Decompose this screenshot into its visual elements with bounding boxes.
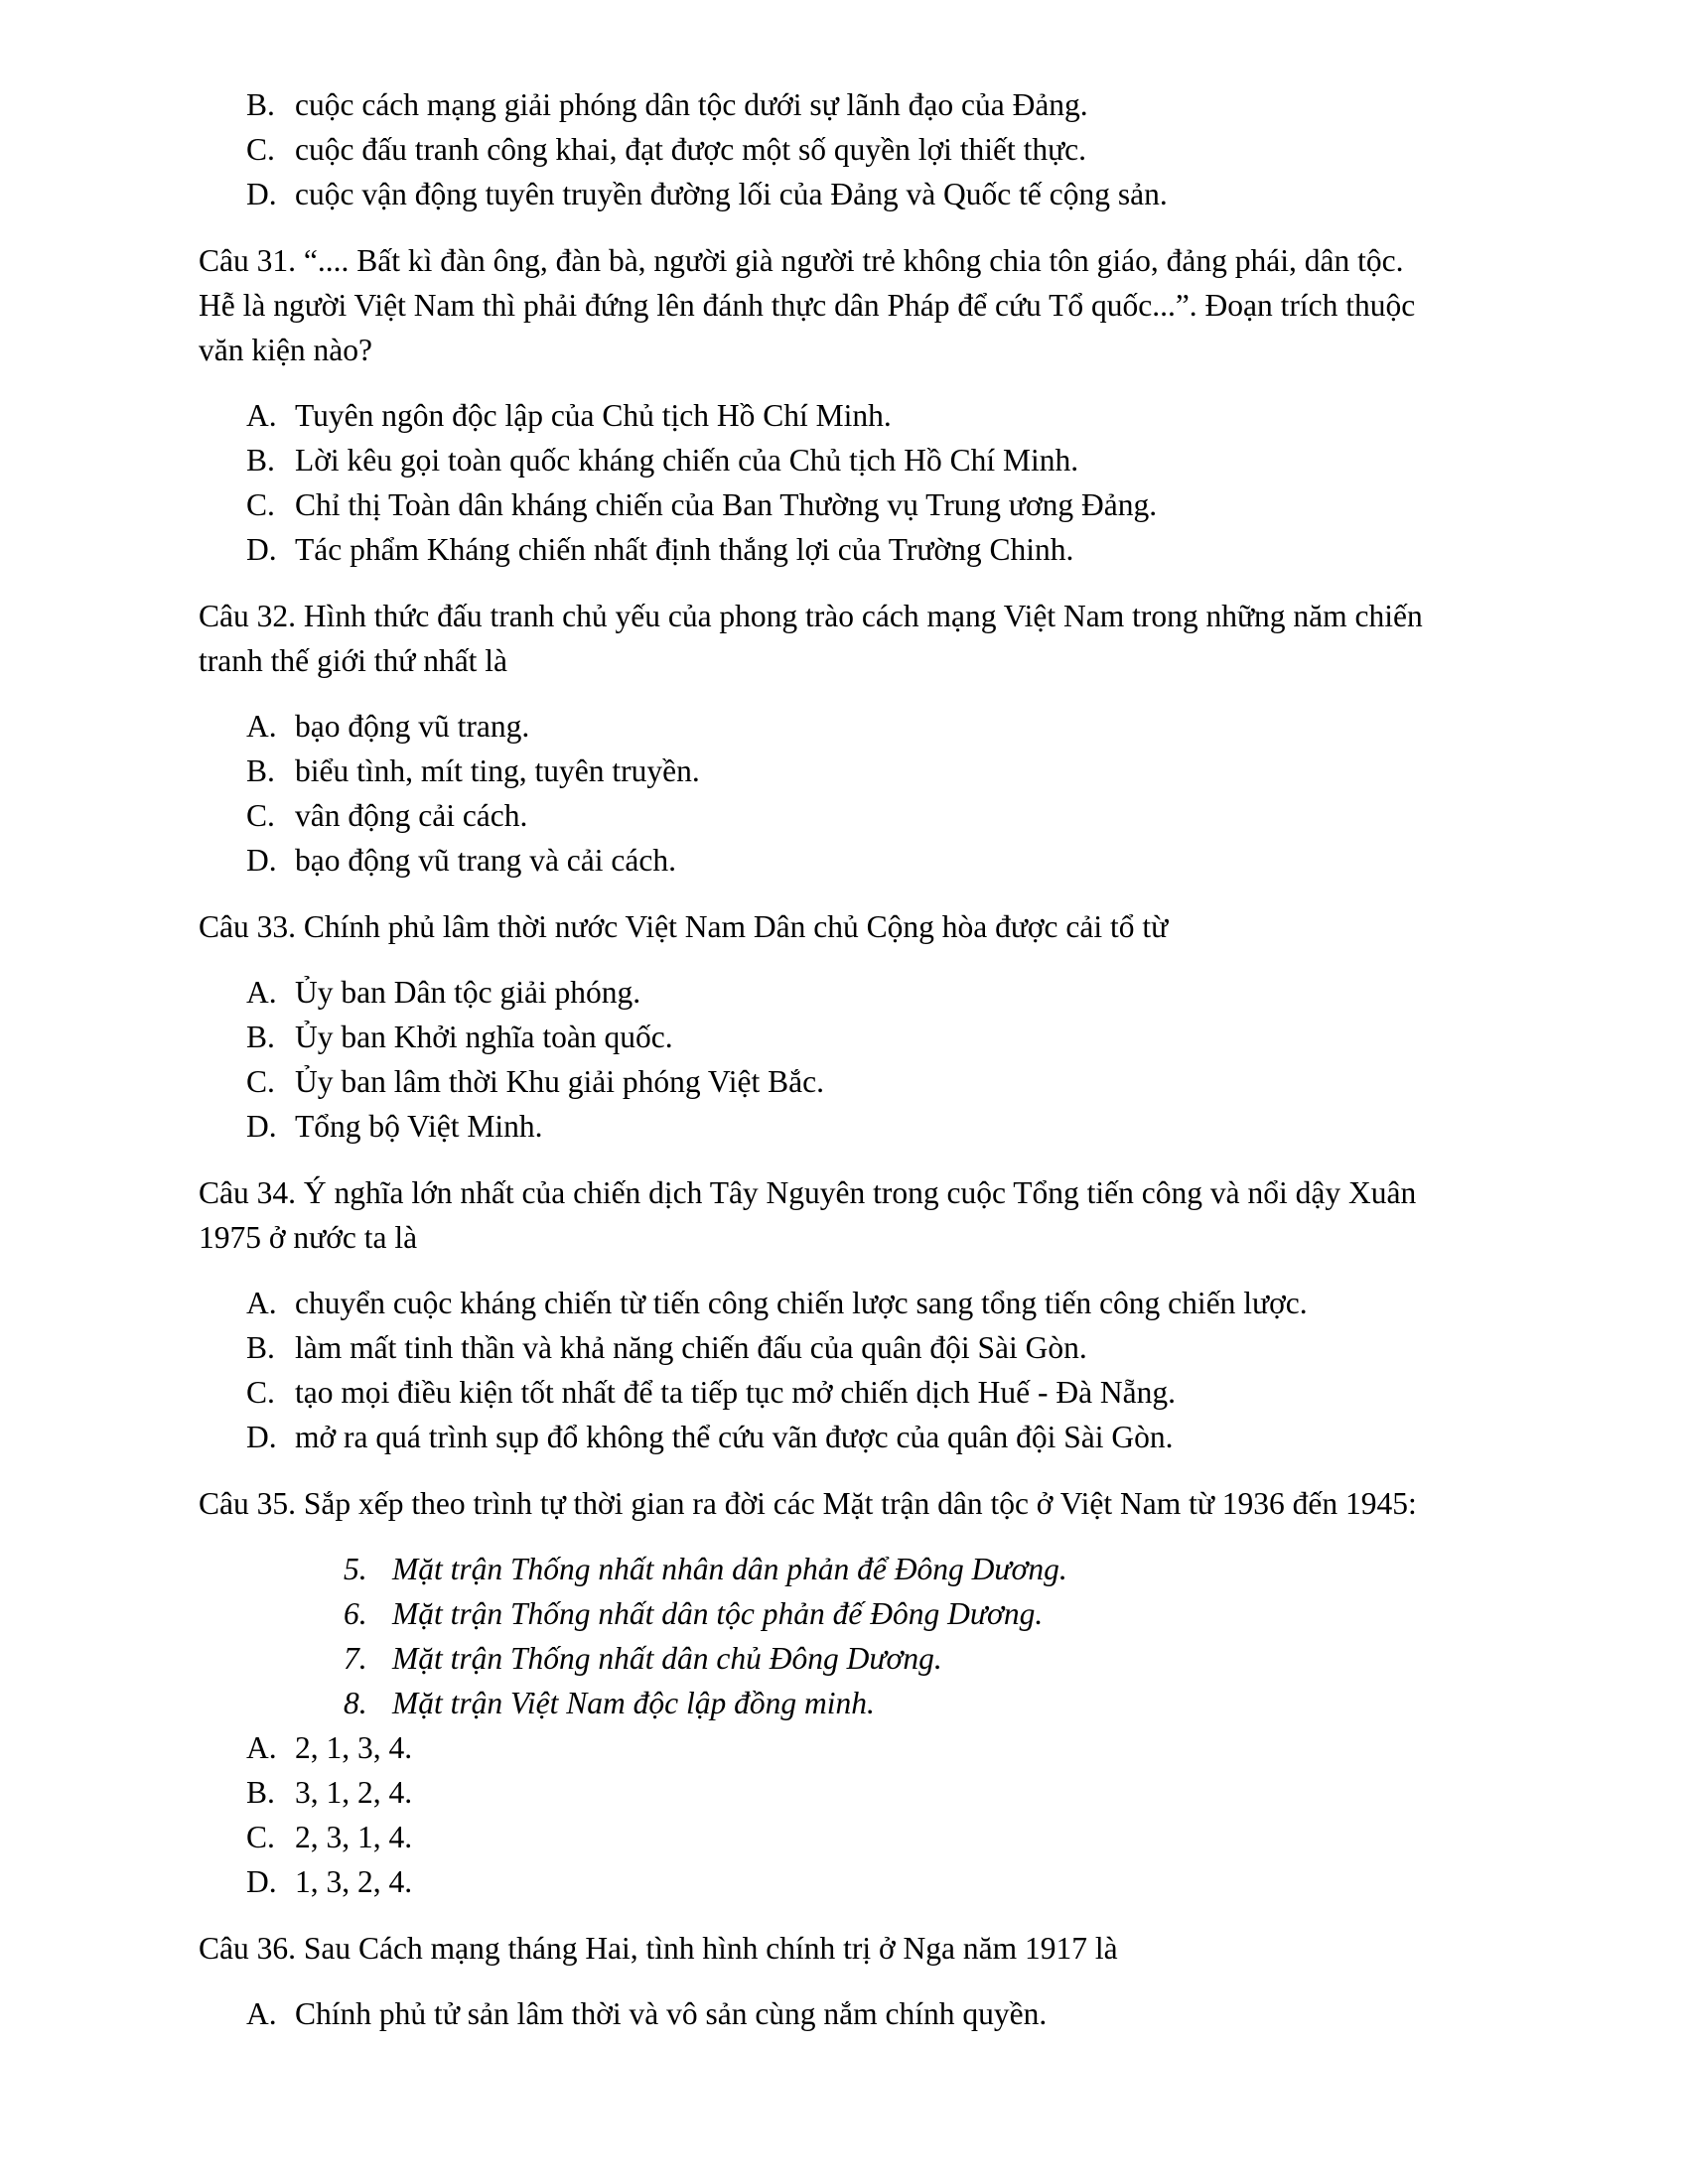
- q31-number: Câu 31.: [199, 243, 296, 278]
- q36-stem-line-1: Câu 36. Sau Cách mạng tháng Hai, tình hình chính trị ở Nga năm 1917 là: [199, 1931, 1118, 1966]
- q31-stem-line-3: văn kiện nào?: [199, 333, 372, 367]
- q31-option-b: B. Lời kêu gọi toàn quốc kháng chiến của Chủ tịch Hồ Chí Minh.: [246, 443, 1079, 478]
- q32-option-b: B. biểu tình, mít ting, tuyên truyền.: [246, 753, 700, 788]
- q34-option-d: D. mở ra quá trình sụp đổ không thể cứu vãn được của quân đội Sài Gòn.: [246, 1420, 1174, 1454]
- q31-option-d: D. Tác phẩm Kháng chiến nhất định thắng lợi của Trường Chinh.: [246, 532, 1074, 567]
- q35-option-a: A. 2, 1, 3, 4.: [246, 1730, 413, 1765]
- q33-option-d: D. Tổng bộ Việt Minh.: [246, 1109, 543, 1144]
- q36-option-a: A. Chính phủ tử sản lâm thời và vô sản cùng nắm chính quyền.: [246, 1996, 1048, 2031]
- q33-option-a: A. Ủy ban Dân tộc giải phóng.: [246, 975, 641, 1010]
- q33-option-b: B. Ủy ban Khởi nghĩa toàn quốc.: [246, 1020, 673, 1054]
- q32-option-c: C. vân động cải cách.: [246, 798, 528, 833]
- q34-option-b: B. làm mất tinh thần và khả năng chiến đấu của quân đội Sài Gòn.: [246, 1330, 1087, 1365]
- q35-item-6: 6. Mặt trận Thống nhất dân tộc phản đế Đông Dương.: [344, 1596, 1044, 1631]
- q32-option-a: A. bạo động vũ trang.: [246, 709, 530, 744]
- q30-option-d: D. cuộc vận động tuyên truyền đường lối của Đảng và Quốc tế cộng sản.: [246, 177, 1168, 211]
- q34-number: Câu 34.: [199, 1175, 296, 1210]
- q30-option-c: C. cuộc đấu tranh công khai, đạt được một số quyền lợi thiết thực.: [246, 132, 1087, 167]
- q35-stem-line-1: Câu 35. Sắp xếp theo trình tự thời gian ra đời các Mặt trận dân tộc ở Việt Nam từ 1936 đến 1945:: [199, 1486, 1417, 1521]
- q31-stem-line-2: Hễ là người Việt Nam thì phải đứng lên đánh thực dân Pháp để cứu Tổ quốc...”. Đoạn trích thuộc: [199, 288, 1416, 323]
- q34-option-a: A. chuyển cuộc kháng chiến từ tiến công chiến lược sang tổng tiến công chiến lược.: [246, 1286, 1308, 1320]
- q34-stem-line-1: Câu 34. Ý nghĩa lớn nhất của chiến dịch Tây Nguyên trong cuộc Tổng tiến công và nổi dậy Xuân: [199, 1175, 1417, 1210]
- q35-item-5: 5. Mặt trận Thống nhất nhân dân phản để Đông Dương.: [344, 1552, 1067, 1586]
- q31-option-c: C. Chỉ thị Toàn dân kháng chiến của Ban Thường vụ Trung ương Đảng.: [246, 487, 1158, 522]
- q34-option-c: C. tạo mọi điều kiện tốt nhất để ta tiếp tục mở chiến dịch Huế - Đà Nẵng.: [246, 1375, 1177, 1410]
- q33-number: Câu 33.: [199, 909, 296, 944]
- q36-number: Câu 36.: [199, 1931, 296, 1966]
- q33-stem-line-1: Câu 33. Chính phủ lâm thời nước Việt Nam Dân chủ Cộng hòa được cải tổ từ: [199, 909, 1169, 944]
- q32-stem-line-2: tranh thế giới thứ nhất là: [199, 643, 508, 678]
- q35-option-d: D. 1, 3, 2, 4.: [246, 1864, 413, 1899]
- q33-option-c: C. Ủy ban lâm thời Khu giải phóng Việt Bắc.: [246, 1064, 824, 1099]
- q35-item-7: 7. Mặt trận Thống nhất dân chủ Đông Dương.: [344, 1641, 942, 1676]
- q35-number: Câu 35.: [199, 1486, 296, 1521]
- q35-option-c: C. 2, 3, 1, 4.: [246, 1820, 413, 1854]
- q32-option-d: D. bạo động vũ trang và cải cách.: [246, 843, 676, 878]
- q30-option-b: B. cuộc cách mạng giải phóng dân tộc dưới sự lãnh đạo của Đảng.: [246, 87, 1088, 122]
- q31-stem-line-1: Câu 31. “.... Bất kì đàn ông, đàn bà, người già người trẻ không chia tôn giáo, đảng phái, dân tộc.: [199, 243, 1404, 278]
- q35-item-8: 8. Mặt trận Việt Nam độc lập đồng minh.: [344, 1686, 875, 1720]
- q35-option-b: B. 3, 1, 2, 4.: [246, 1775, 413, 1810]
- q34-stem-line-2: 1975 ở nước ta là: [199, 1220, 418, 1255]
- q31-option-a: A. Tuyên ngôn độc lập của Chủ tịch Hồ Chí Minh.: [246, 398, 892, 433]
- q32-stem-line-1: Câu 32. Hình thức đấu tranh chủ yếu của phong trào cách mạng Việt Nam trong những năm chiến: [199, 599, 1423, 633]
- q32-number: Câu 32.: [199, 599, 296, 633]
